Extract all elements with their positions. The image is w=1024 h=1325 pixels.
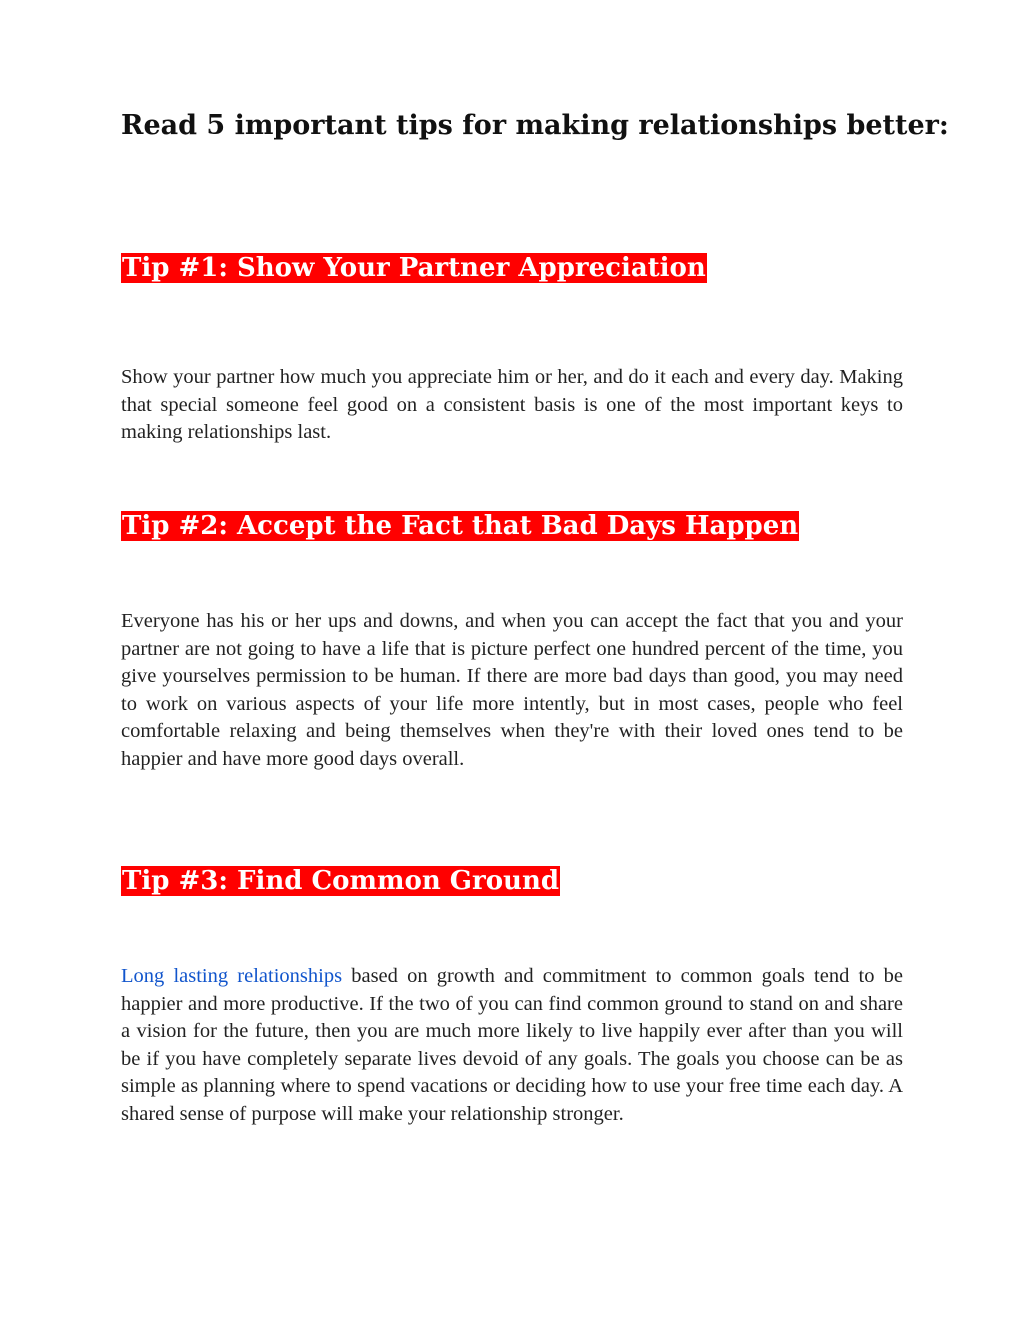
tip-2-heading: [121, 508, 799, 544]
long-lasting-relationships-link[interactable]: Long lasting relationships: [121, 965, 343, 987]
tip-2-heading-text: Tip #2: Accept the Fact that Bad Days Happen: [122, 511, 799, 541]
tip-3-heading: [121, 863, 560, 899]
tip-1-paragraph: Show your partner how much you appreciate him or her, and do it each and every day. Making that special someone feel good on a consistent basis is one of the most important keys to making relationships last.: [121, 366, 903, 443]
tip-3-heading-text: Tip #3: Find Common Ground: [122, 866, 560, 896]
tip-1-heading: [121, 250, 707, 286]
tip-3-body-text: based on growth and commitment to common goals tend to be happier and more productive. If the two of you can find common ground to stand on and share a vision for the future, then you are much more likely to live happily ever after than you will be if you have completely separate lives devoid of any goals. The goals you choose can be as simple as planning where to spend vacations or deciding how to use your free time each day. A shared sense of purpose will make your relationship stronger.: [121, 965, 903, 1125]
tip-2-paragraph: Everyone has his or her ups and downs, and when you can accept the fact that you and your partner are not going to have a life that is picture perfect one hundred percent of the time, you give yourselves permission to be human. If there are more bad days than good, you may need to work on various aspects of your life more intently, but in most cases, people who feel comfortable relaxing and being themselves when they're with their loved ones tend to be happier and have more good days overall.: [121, 610, 903, 770]
page-title: Read 5 important tips for making relationships better:: [121, 110, 949, 141]
tip-1-heading-text: Tip #1: Show Your Partner Appreciation: [122, 253, 706, 283]
tip-3-paragraph: [121, 963, 903, 1128]
